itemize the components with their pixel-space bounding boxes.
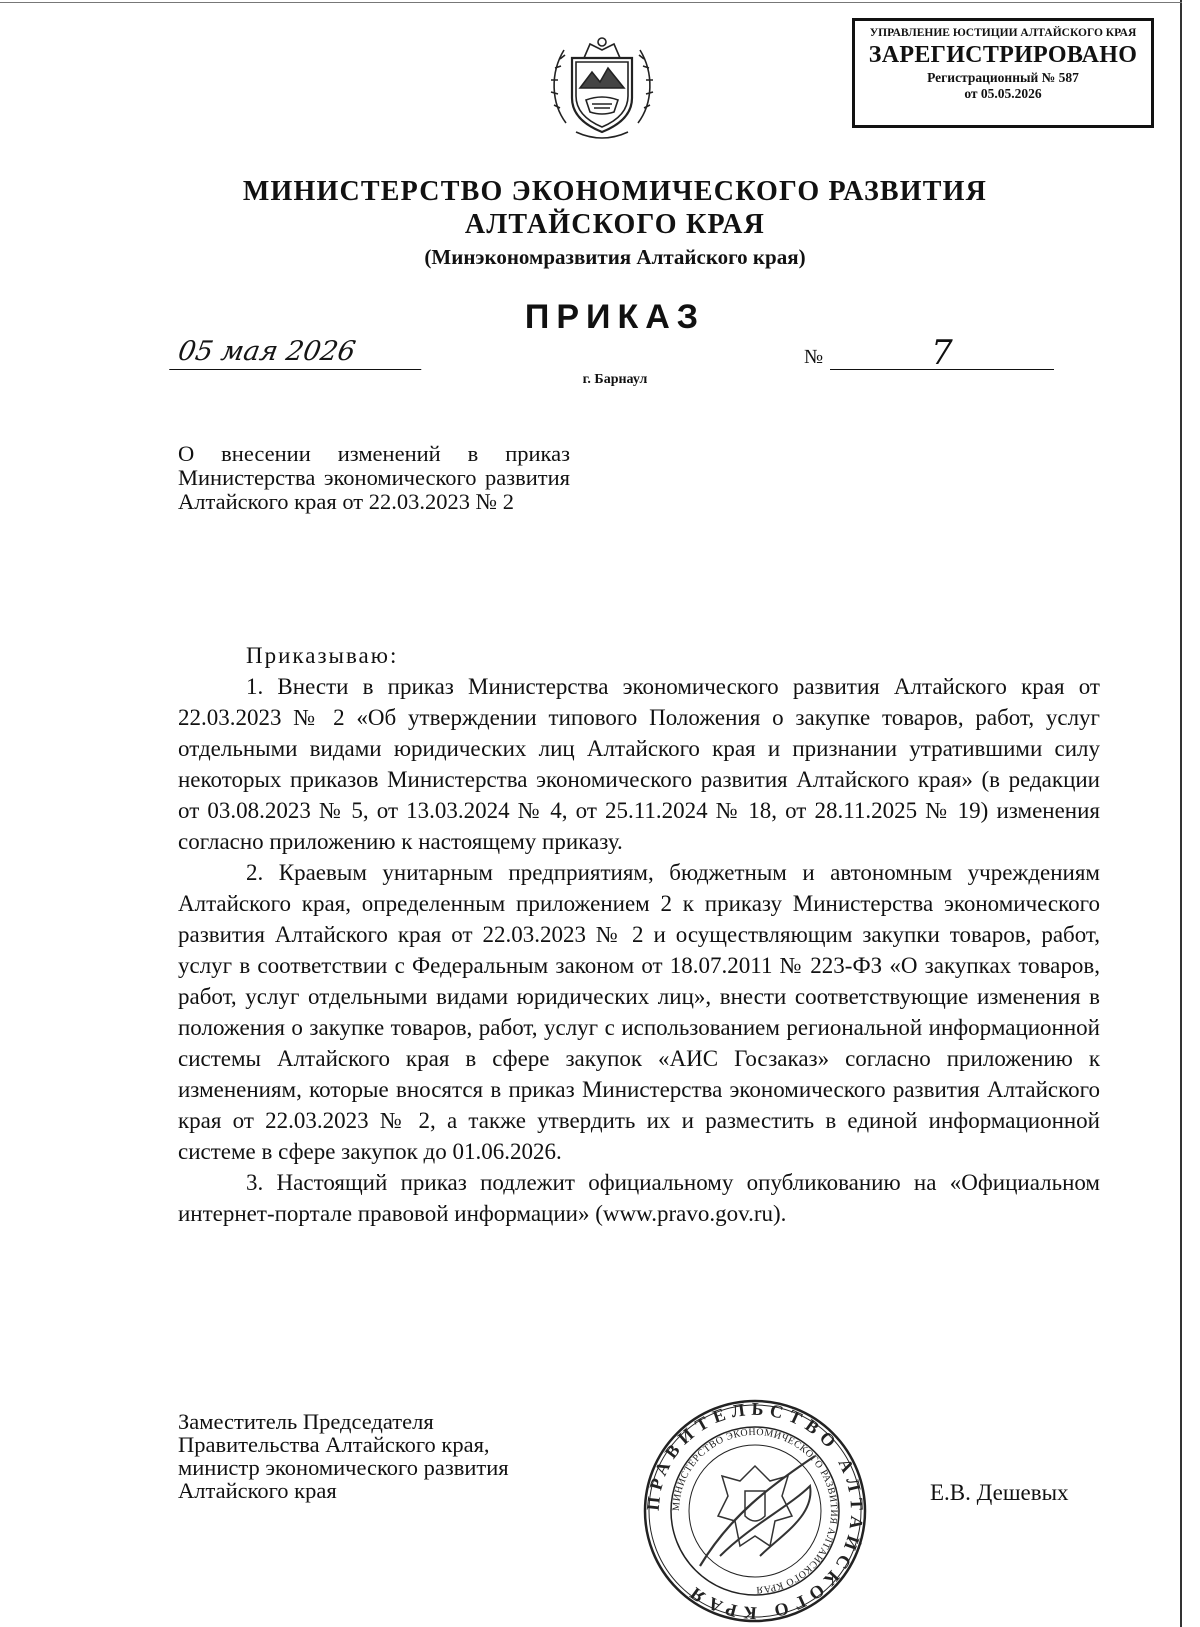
body-paragraph-2: 2. Краевым унитарным предприятиям, бюджетным и автономным учреждениям Алтайского края, определенным приложением 2 к приказу Министерства экономического развития Алтайского края от 22.03.2023 № 2 и осуществляющим закупки товаров, работ, услуг в соответствии с Федеральным законом от 18.07.2011 № 223-ФЗ «О закупках товаров, работ, услуг отдельными видами юридических лиц», внести соответствующие изменения в положения о закупке товаров, работ, услуг с использованием региональной информационной системы Алтайского края в сфере закупок «АИС Госзаказ» согласно приложению к изменениям, которые вносятся в приказ Министерства экономического развития Алтайского края от 22.03.2023 № 2, а также утвердить их и разместить в единой информационной системе в сфере закупок до 01.06.2026. (178, 860, 1100, 1164)
signer-position-line: министр экономического развития (178, 1455, 509, 1480)
order-word: Приказываю: (246, 643, 399, 668)
handwritten-number: 7 (830, 335, 1054, 370)
seal-outer-text: ПРАВИТЕЛЬСТВО АЛТАЙСКОГО КРАЯ (642, 1398, 868, 1624)
page-top-edge (0, 2, 1182, 3)
body-paragraph-1: 1. Внести в приказ Министерства экономического развития Алтайского края от 22.03.2023 № 2 «Об утверждении типового Положения о закупке товаров, работ, услуг отдельными видами юридических лиц Алтайского края и признании утратившими силу некоторых приказов Министерства экономического развития Алтайского края» (в редакции от 03.08.2023 № 5, от 13.03.2024 № 4, от 25.11.2024 № 18, от 28.11.2025 № 19) изменения согласно приложению к настоящему приказу. (178, 674, 1100, 854)
signer-position-line: Алтайского края (178, 1478, 337, 1503)
signer-name: Е.В. Дешевых (930, 1480, 1069, 1505)
altai-krai-coat-of-arms-icon (546, 28, 658, 148)
number-label: № (804, 346, 824, 368)
ministry-short-name: (Минэкономразвития Алтайского края) (424, 245, 806, 269)
city-label: г. Барнаул (582, 372, 648, 387)
handwritten-date: 05 мая 2026 (169, 338, 427, 370)
document-body (178, 640, 1100, 1229)
ministry-name-line1: МИНИСТЕРСТВО ЭКОНОМИЧЕСКОГО РАЗВИТИЯ (242, 176, 988, 207)
ministry-name-line2: АЛТАЙСКОГО КРАЯ (464, 209, 766, 240)
stamp-reg-date: от 05.05.2026 (964, 86, 1042, 101)
subject-text: О внесении изменений в приказ Министерства экономического развития Алтайского края от 22.03.2023 № 2 (178, 441, 570, 514)
body-paragraph-3: 3. Настоящий приказ подлежит официальному опубликованию на «Официальном интернет-портале правовой информации» (www.pravo.gov.ru). (178, 1170, 1100, 1226)
official-seal-icon (640, 1396, 870, 1626)
ministry-name (0, 175, 1200, 241)
signer-position (178, 1410, 509, 1502)
seal-inner-text: МИНИСТЕРСТВО ЭКОНОМИЧЕСКОГО РАЗВИТИЯ АЛТАЙСКОГО КРАЯ (670, 1426, 840, 1596)
stamp-status: ЗАРЕГИСТРИРОВАНО (868, 42, 1138, 68)
stamp-authority: УПРАВЛЕНИЕ ЮСТИЦИИ АЛТАЙСКОГО КРАЯ (869, 27, 1137, 39)
document-type-title: ПРИКАЗ (524, 298, 706, 336)
signer-position-line: Правительства Алтайского края, (178, 1432, 490, 1457)
registration-stamp (852, 18, 1154, 128)
signer-position-line: Заместитель Председателя (178, 1409, 434, 1434)
document-subject (178, 442, 570, 514)
stamp-reg-number: Регистрационный № 587 (927, 70, 1079, 85)
